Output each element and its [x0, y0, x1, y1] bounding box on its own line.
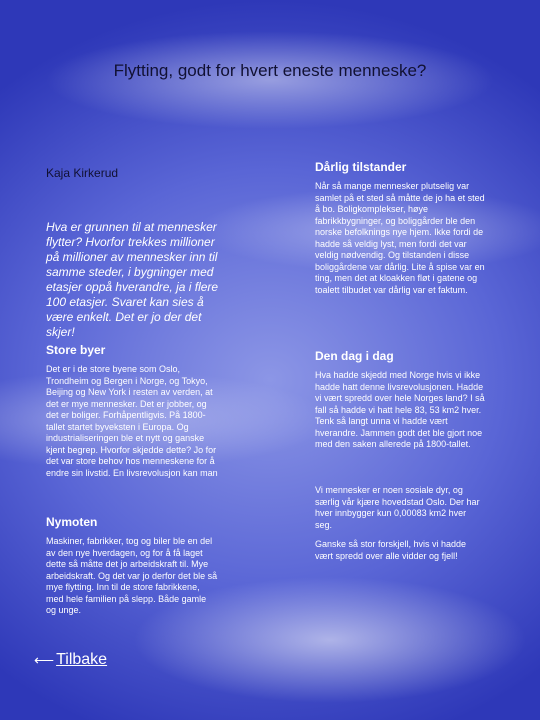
back-link-label[interactable]: Tilbake: [56, 651, 108, 668]
intro-paragraph: Hva er grunnen til at mennesker flytter? Hvorfor trekkes millioner på millioner av mennesker inn til samme steder, i bygninger med etasjer oppå hverandre, ja i flere 100 etasjer. Svaret kan sies å være enkelt. Det er jo der det skjer!: [46, 220, 219, 339]
heading-store-byer: Store byer: [46, 343, 106, 357]
paragraph-den-dag-i-dag-3: Ganske så stor forskjell, hvis vi hadde vært spredd over alle vidder og fjell!: [315, 539, 467, 561]
heading-den-dag-i-dag: Den dag i dag: [315, 349, 394, 363]
paragraph-darlig-tilstander: Når så mange mennesker plutselig var samlet på et sted så måtte de jo ha et sted å bo. Boligkomplekser, høye fabrikkbygninger, og boliggårder ble den norske befolknings nye hjem. Ikke fordi de hadde så veldig lyst, men fordi det var veldig nødvendig. Og tilstanden i disse boliggårdene var dårlig. Lite å spise var en ting, men det at kloakken fløt i gatene og toalett tilbudet var dårlig var et faktum.: [315, 181, 485, 295]
back-link[interactable]: [34, 651, 107, 669]
author-name: Kaja Kirkerud: [46, 166, 119, 180]
paragraph-nymoten: Maskiner, fabrikker, tog og biler ble en del av den nye hverdagen, og for å få laget dette så måtte det jo arbeidskraft til. Mye arbeidskraft. Og det var jo derfor det ble så mye flytting. Inn til de store fabrikkene, med hele familien på slepp. Både gamle og unge.: [46, 536, 218, 615]
heading-darlig-tilstander: Dårlig tilstander: [315, 160, 407, 174]
paragraph-den-dag-i-dag-2: Vi mennesker er noen sosiale dyr, og særlig vår kjære hovedstad Oslo. Der har hver innbygger kun 0,00083 km2 hver seg.: [315, 485, 480, 530]
paragraph-store-byer: Det er i de store byene som Oslo, Trondheim og Bergen i Norge, og Tokyo, Beijing og New York i resten av verden, at det er mye mennesker. Det er jobber, og det er boliger. Forhåpentligvis. På 1800-tallet startet byveksten i Europa. Og industrialiseringen ble et nytt og ganske kjent begrep. Hvorfor skjedde dette? Jo for det var store behov hos menneskene for å endre sin livstid. En livsrevolusjon kan man: [46, 364, 218, 478]
page-title: Flytting, godt for hvert eneste menneske?: [113, 61, 427, 80]
paragraph-den-dag-i-dag: Hva hadde skjedd med Norge hvis vi ikke hadde hatt denne livsrevolusjonen. Hadde vi vært spredd over hele Norges land? I så fall så hadde vi hatt hele 83, 53 km2 hver. Tenk så langt unna vi hadde vært hverandre. Jammen godt det ble gjort noe med den saken allerede på 1800-tallet.: [315, 370, 485, 449]
heading-nymoten: Nymoten: [46, 515, 98, 529]
back-arrow-icon: ⟵: [34, 651, 55, 668]
